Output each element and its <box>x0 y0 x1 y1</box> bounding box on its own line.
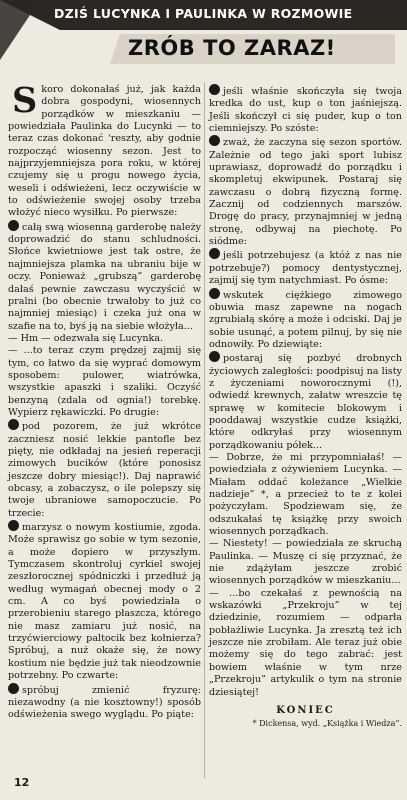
left-column <box>8 80 201 722</box>
banner-wedge <box>0 0 40 60</box>
end-mark: KONIEC <box>276 704 335 716</box>
paragraph-8: zważ, że zaczyna się sezon sportów. Zależnie od tego jaki sport lubisz uprawiasz, doprowadź do porządku i skompletuj ekwipunek. Postaraj się zawczasu o dobrą fizyczną formę. Zacznij od codziennych marszów. Drogę do pracy, przynajmniej w jedną stronę, odbywaj na piechotę. Po siódme: <box>209 137 402 248</box>
paragraph-4: pod pozorem, że już wkrótce zaczniesz nosić lekkie pantofle bez pięty, nie odkładaj na jesień reperacji zimowych bucików (które ponosisz jeszcze dobry miesiąc!). Daj naprawić obcasy, a zobaczysz, o ile polepszy się twoje ubraniowe samopoczucie. Po trzecie: <box>8 421 201 519</box>
drop-cap: S <box>12 80 38 121</box>
dialogue-2: — Niestety! — powiedziała ze skruchą Paulinka. — Muszę ci się przyznać, że nie zdążyłam jeszcze zrobić wiosennych porządków w mieszkaniu... <box>209 538 402 587</box>
paragraph-5: marzysz o nowym kostiumie, zgoda. Może sprawisz go sobie w tym sezonie, a może dopiero w przyszłym. Tymczasem skontroluj cyrkiel swojej zeszłorocznej spódniczki i przedłuż ją według wymagań obecnej mody o 2 cm. A co byś powiedziała o przerobieniu starego płaszcza, którego nie masz zamiaru już nosić, na trzyćwierciowy paltocik bez kołnierza? Spróbuj, a nuż okaże się, że nowy kostium nie będzie już tak nieodzownie potrzebny. Po czwarte: <box>8 522 201 682</box>
bullet-icon <box>209 288 220 299</box>
right-column <box>209 84 402 729</box>
column-divider <box>204 82 205 778</box>
paragraph-2: — Hm — odezwała się Lucynka. <box>8 332 164 344</box>
bullet-icon <box>8 419 19 430</box>
paragraph-7: jeśli właśnie skończyła się twoja kredka do ust, kup o ton jaśniejszą. Jeśli skończył ci się puder, kup o ton ciemniejszy. Po szóste: <box>209 86 402 135</box>
dialogue-3: — ...bo czekałaś z pewnością na wskazówki „Przekroju” w tej dziedzinie, rozumiem — odparła pobłażliwie Lucynka. Ja zresztą też ich jeszcze nie zrobiłam. Ale teraz już obie możemy się do tego zabrać: jest bowiem właśnie w tym nrze „Przekroju” artykulik o tym na stronie dziesiątej! <box>209 587 402 698</box>
bullet-icon <box>8 220 19 231</box>
bullet-icon <box>8 683 19 694</box>
paragraph-3: — ...to teraz czym prędzej zajmij się tym, co łatwo da się wyprać domowym sposobem: pulower, wiatrówka, wszystkie apaszki i szaliki. Oczyść benzyną (zdala od ognia!) torebkę. Wypierz rękawiczki. Po drugie: <box>8 345 201 418</box>
article-kicker: DZIŚ LUCYNKA I PAULINKA W ROZMOWIE <box>54 6 353 21</box>
footnote: * Dickensa, wyd. „Książka i Wiedza”. <box>252 719 402 729</box>
intro-paragraph: Skoro dokonałaś już, jak każda dobra gospodyni, wiosennych porządków w mieszkaniu — powiedziała Paulinka do Lucynki — to teraz czas dokonać ‘reszty, aby godnie rozpocząć wiosenny sezon. Jest to najprzyjemniejsza pora roku, w której czujemy się u progu nowego życia, weseli i odświeżeni, lecz oczywiście w to odświeżenie swojej osoby trzeba włożyć nieco wysiłku. Po pierwsze: <box>8 80 201 219</box>
bullet-icon <box>209 248 220 259</box>
paragraph-6: spróbuj zmienić fryzurę: niezawodny (a nie kosztowny!) sposób odświeżenia swego wyglądu. Po piąte: <box>8 684 201 721</box>
paragraph-9: jeśli potrzebujesz (a któż z nas nie potrzebuje?) pomocy dentystycznej, zajmij się tym natychmiast. Po ósme: <box>209 250 402 287</box>
article-header <box>0 0 407 78</box>
bullet-icon <box>209 351 220 362</box>
paragraph-10: wskutek ciężkiego zimowego obuwia masz zapewne na nogach zgrubiałą skórę a może i odciski. Daj je sobie usunąć, a potem pilnuj, by się nie odnowiły. Po dziewiąte: <box>209 289 402 350</box>
dialogue-1: — Dobrze, że mi przypomniałaś! — powiedziała z ożywieniem Lucynka. — Miałam oddać koleżance „Wielkie nadzieje” *, a przecież to te z kolei pożyczyłam. Spodziewam się, że odszukałaś tę książkę przy swoich wiosennych porządkach. <box>209 451 402 538</box>
article-title: ZRÓB TO ZARAZ! <box>128 36 336 60</box>
bullet-icon <box>209 135 220 146</box>
page-number: 12 <box>14 776 30 789</box>
paragraph-1: całą swą wiosenną garderobę należy doprowadzić do stanu schludności. Słońce kwietniowe jest tak ostre, że najmniejsza plamka na ubraniu bije w oczy. Ponieważ „grubszą” garderobę dałaś pewnie zawczasu wyczyścić w pralni (bo obecnie trwałoby to już co najmniej miesiąc) i czeka już ona w szafie na to, byś ją na siebie włożyła... <box>8 221 201 332</box>
bullet-icon <box>209 84 220 95</box>
paragraph-11: postaraj się pozbyć drobnych życiowych zaległości: poodpisuj na listy z życzeniami noworocznymi (!), odwiedź krewnych, załatw wreszcie tę sprawę w komitecie blokowym i pooddawaj wszystkie cudze książki, które odkryłaś przy wiosennym porządkowaniu półek... <box>209 353 402 451</box>
bullet-icon <box>8 520 19 531</box>
